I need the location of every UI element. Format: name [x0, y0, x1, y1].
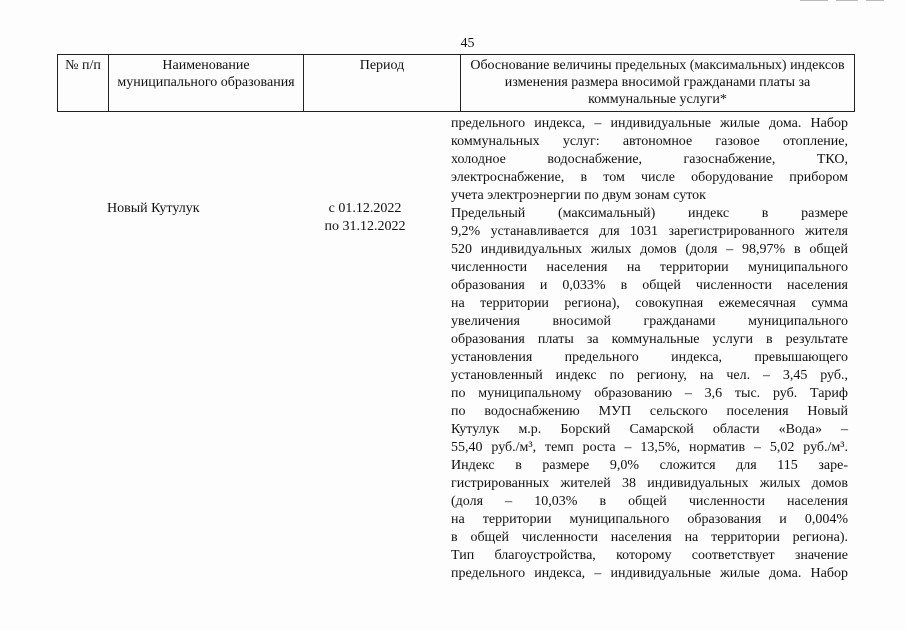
justification-line: увеличения вносимой гражданами муниципального: [451, 314, 848, 329]
justification-line: предельного индекса, – индивидуальные жилые дома. Набор: [451, 566, 848, 581]
table-header: [57, 54, 855, 112]
justification-line: образования платы за коммунальные услуги в результате: [451, 332, 848, 347]
justification-text: [451, 115, 848, 583]
period-end: по 31.12.2022: [324, 219, 406, 234]
justification-line: предельного индекса, – индивидуальные жилые дома. Набор: [451, 116, 848, 131]
justification-line: коммунальных услуг: автономное газовое отопление,: [451, 134, 848, 149]
justification-line: на территории муниципального образования и 0,004%: [451, 512, 848, 527]
justification-line: учета электроэнергии по двум зонам суток: [451, 188, 706, 203]
period: [310, 200, 420, 236]
justification-line: образования и 0,033% в общей численности населения: [451, 278, 848, 293]
justification-line: Кутулук м.р. Борский Самарской области «Вода» –: [451, 422, 848, 437]
justification-line: по водоснабжению МУП сельского поселения Новый: [451, 404, 848, 419]
page-number: 45: [460, 36, 475, 51]
justification-line: установления предельного индекса, превышающего: [451, 350, 848, 365]
justification-line: по муниципальному образованию – 3,6 тыс. руб. Тариф: [451, 386, 848, 401]
period-start: с 01.12.2022: [328, 201, 402, 216]
header-col-municipality: Наименование муниципального образования: [109, 55, 304, 112]
justification-line: на территории региона), совокупная ежемесячная сумма: [451, 296, 848, 311]
header-col-period: Период: [304, 55, 461, 112]
justification-line: 55,40 руб./м³, темп роста – 13,5%, норматив – 5,02 руб./м³.: [451, 440, 848, 455]
justification-line: Индекс в размере 9,0% сложится для 115 заре-: [451, 458, 848, 473]
justification-line: численности населения на территории муниципального: [451, 260, 848, 275]
justification-line: 520 индивидуальных жилых домов (доля – 98,97% в общей: [451, 242, 848, 257]
justification-line: (доля – 10,03% в общей численности населения: [451, 494, 848, 509]
justification-line: в общей численности населения на территории региона).: [451, 530, 848, 545]
justification-line: Предельный (максимальный) индекс в размере: [451, 206, 848, 221]
justification-line: гистрированных жителей 38 индивидуальных жилых домов: [451, 476, 848, 491]
justification-line: 9,2% устанавливается для 1031 зарегистрированного жителя: [451, 224, 848, 239]
municipality-name: Новый Кутулук: [107, 201, 200, 216]
scan-artifact: [800, 0, 900, 4]
justification-line: холодное водоснабжение, газоснабжение, ТКО,: [451, 152, 848, 167]
header-col-justification: Обоснование величины предельных (максимальных) индексов изменения размера вносимой гражданами платы за коммунальные услуги*: [461, 55, 855, 112]
header-col-number: № п/п: [58, 55, 109, 112]
justification-line: Тип благоустройства, которому соответствует значение: [451, 548, 848, 563]
justification-line: электроснабжение, в том числе оборудование прибором: [451, 170, 848, 185]
justification-line: установленный индекс по региону, на чел. – 3,45 руб.,: [451, 368, 848, 383]
